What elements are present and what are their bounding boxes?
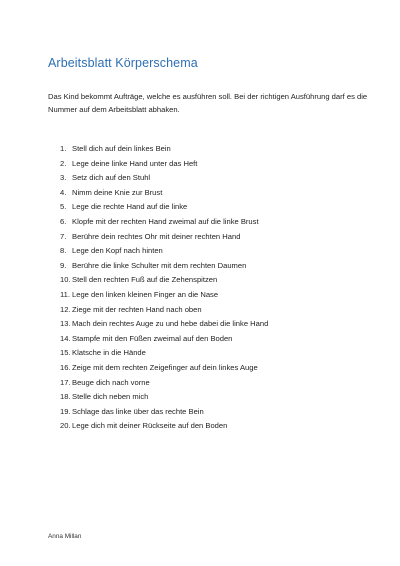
- task-number: 2.: [60, 158, 67, 168]
- task-number: 8.: [60, 246, 67, 256]
- task-list: [60, 142, 268, 434]
- task-number: 14.: [60, 333, 71, 343]
- task-text: Lege dich mit deiner Rückseite auf den Boden: [72, 421, 228, 431]
- list-item: [60, 376, 268, 391]
- task-number: 6.: [60, 216, 67, 226]
- list-item: [60, 419, 268, 434]
- task-text: Beuge dich nach vorne: [72, 377, 150, 387]
- list-item: [60, 230, 268, 245]
- task-text: Nimm deine Knie zur Brust: [72, 187, 163, 197]
- task-number: 18.: [60, 392, 71, 402]
- task-text: Lege den Kopf nach hinten: [72, 246, 163, 256]
- task-text: Zeige mit dem rechten Zeigefinger auf dein linkes Auge: [72, 362, 258, 372]
- task-number: 19.: [60, 406, 71, 416]
- footer-author: Anna Millan: [48, 533, 82, 540]
- list-item: [60, 171, 268, 186]
- intro-paragraph: Das Kind bekommt Aufträge, welche es ausführen soll. Bei der richtigen Ausführung darf es die Nummer auf dem Arbeitsblatt abhaken.: [48, 92, 368, 114]
- task-text: Lege deine linke Hand unter das Heft: [72, 158, 198, 168]
- task-text: Klatsche in die Hände: [72, 348, 146, 358]
- list-item: [60, 244, 268, 259]
- task-number: 3.: [60, 173, 67, 183]
- list-item: [60, 186, 268, 201]
- task-text: Mach dein rechtes Auge zu und hebe dabei die linke Hand: [72, 319, 269, 329]
- list-item: [60, 200, 268, 215]
- list-item: [60, 361, 268, 376]
- task-text: Stelle dich neben mich: [72, 392, 149, 402]
- page-title: Arbeitsblatt Körperschema: [48, 56, 198, 70]
- list-item: [60, 215, 268, 230]
- list-item: [60, 390, 268, 405]
- task-text: Schlage das linke über das rechte Bein: [72, 406, 204, 416]
- list-item: [60, 346, 268, 361]
- task-text: Berühre dein rechtes Ohr mit deiner rechten Hand: [72, 231, 241, 241]
- task-text: Berühre die linke Schulter mit dem rechten Daumen: [72, 260, 247, 270]
- list-item: [60, 273, 268, 288]
- list-item: [60, 303, 268, 318]
- task-text: Lege den linken kleinen Finger an die Nase: [72, 289, 219, 299]
- task-number: 9.: [60, 260, 67, 270]
- list-item: [60, 259, 268, 274]
- task-number: 16.: [60, 362, 71, 372]
- list-item: [60, 405, 268, 420]
- task-number: 10.: [60, 275, 71, 285]
- list-item: [60, 332, 268, 347]
- task-number: 17.: [60, 377, 71, 387]
- task-text: Stell dich auf dein linkes Bein: [72, 144, 171, 153]
- list-item: [60, 288, 268, 303]
- list-item: [60, 317, 268, 332]
- task-number: 12.: [60, 304, 71, 314]
- list-item: [60, 157, 268, 172]
- list-item: [60, 142, 268, 157]
- task-number: 4.: [60, 187, 67, 197]
- task-text: Stell den rechten Fuß auf die Zehenspitzen: [72, 275, 218, 285]
- task-number: 5.: [60, 202, 67, 212]
- task-text: Lege die rechte Hand auf die linke: [72, 202, 188, 212]
- task-number: 13.: [60, 319, 71, 329]
- task-number: 7.: [60, 231, 67, 241]
- task-text: Klopfe mit der rechten Hand zweimal auf die linke Brust: [72, 216, 259, 226]
- task-number: 20.: [60, 421, 71, 431]
- task-text: Setz dich auf den Stuhl: [72, 173, 151, 183]
- task-text: Stampfe mit den Füßen zweimal auf den Boden: [72, 333, 233, 343]
- task-number: 15.: [60, 348, 71, 358]
- task-number: 11.: [60, 289, 70, 299]
- task-number: 1.: [60, 144, 67, 153]
- task-text: Ziege mit der rechten Hand nach oben: [72, 304, 202, 314]
